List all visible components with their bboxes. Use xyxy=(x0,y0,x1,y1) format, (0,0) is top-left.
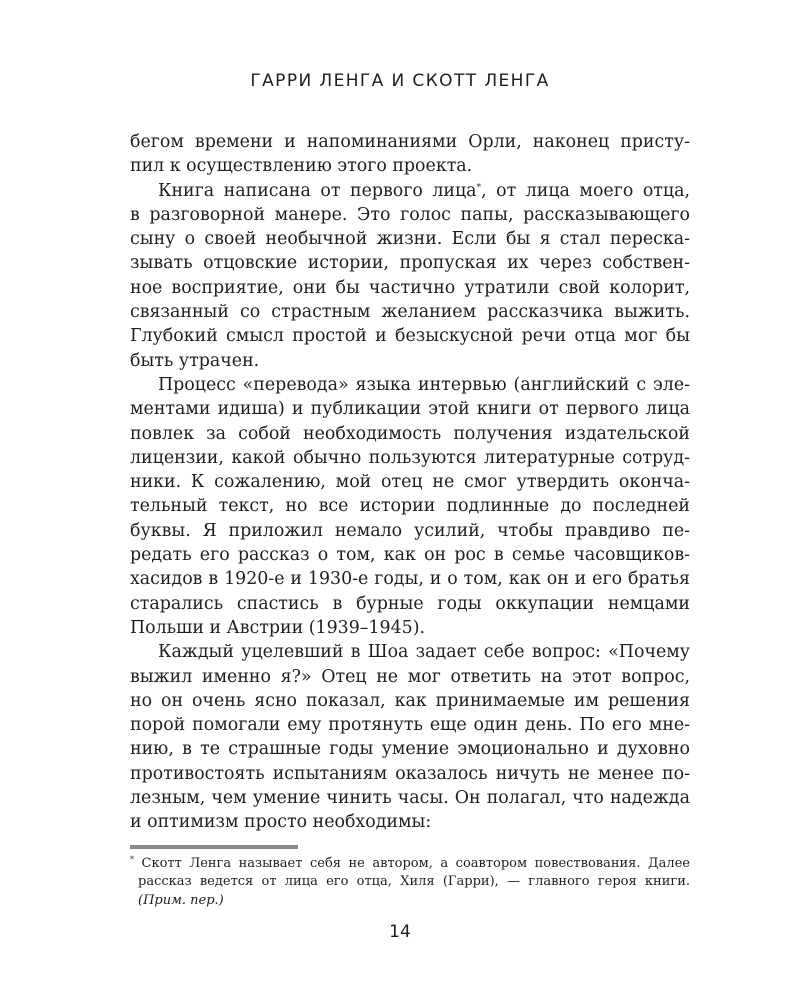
body-text xyxy=(130,130,690,835)
text-line: старались спастись в бурные годы оккупации немцами xyxy=(130,593,690,614)
page-number: 14 xyxy=(389,922,411,942)
text-line: ментами идиша) и публикации этой книги от первого лица xyxy=(130,399,690,420)
text-line: Каждый уцелевший в Шоа задает себе вопрос: «Почему xyxy=(158,642,690,663)
text-line: и оптимизм просто необходимы: xyxy=(130,812,432,833)
running-head: ГАРРИ ЛЕНГА И СКОТТ ЛЕНГА xyxy=(250,71,550,91)
text-line: хасидов в 1920-е и 1930-е годы, и о том, как он и его братья xyxy=(130,569,690,590)
text-line: Процесс «перевода» языка интервью (английский с эле- xyxy=(158,374,690,395)
text-line: лицензии, какой обычно пользуются литературные сотруд- xyxy=(130,447,690,468)
text-line: быть утрачен. xyxy=(130,350,260,371)
text-line: ное восприятие, они бы частично утратили свой колорит, xyxy=(130,277,690,298)
text-line: пил к осуществлению этого проекта. xyxy=(130,156,473,177)
text-fragment: , от лица моего отца, xyxy=(481,180,690,201)
footnote-reference[interactable]: * xyxy=(476,182,482,193)
text-line: противостоять испытаниям оказалось ничуть не менее по- xyxy=(130,763,690,784)
footnote-line: рассказ ведется от лица его отца, Хиля (Гарри), — главного героя книги. xyxy=(138,874,690,890)
text-line: ники. К сожалению, мой отец не смог утвердить оконча- xyxy=(130,472,690,493)
text-line: нию, в те страшные годы умение эмоционально и духовно xyxy=(130,739,690,760)
footnote-line: (Прим. пер.) xyxy=(138,892,224,908)
text-line: но он очень ясно показал, как принимаемые им решения xyxy=(130,690,690,711)
text-line: бегом времени и напоминаниями Орли, наконец присту- xyxy=(130,132,690,152)
text-line: в разговорной манере. Это голос папы, рассказывающего xyxy=(130,204,690,225)
footnote xyxy=(130,855,690,910)
text-line: выжил именно я?» Отец не мог ответить на этот вопрос, xyxy=(130,666,690,687)
text-line: зывать отцовские истории, пропуская их через собствен- xyxy=(130,253,690,274)
text-line: тельный текст, но все истории подлинные до последней xyxy=(130,496,690,517)
text-line: редать его рассказ о том, как он рос в семье часовщиков- xyxy=(130,545,690,566)
text-line: повлек за собой необходимость получения издательской xyxy=(130,423,690,444)
text-line xyxy=(130,179,690,203)
footnote-line xyxy=(130,855,690,873)
text-line: Польши и Австрии (1939–1945). xyxy=(130,617,426,638)
text-line: лезным, чем умение чинить часы. Он полагал, что надежда xyxy=(130,788,690,809)
text-line: связанный со страстным желанием рассказчика выжить. xyxy=(130,302,690,323)
footnote-text: Скотт Ленга называет себя не автором, а соавтором повествования. Далее xyxy=(141,856,690,871)
footnote-marker: * xyxy=(130,855,134,864)
footnote-divider xyxy=(130,845,298,849)
text-line: сыну о своей необычной жизни. Если бы я стал переска- xyxy=(130,229,690,250)
text-line: буквы. Я приложил немало усилий, чтобы правдиво пе- xyxy=(130,520,690,541)
text-line: Глубокий смысл простой и безыскусной речи отца мог бы xyxy=(130,326,690,347)
text-line: порой помогали ему протянуть еще один день. По его мне- xyxy=(130,715,690,736)
text-fragment: Книга написана от первого лица xyxy=(158,180,477,201)
